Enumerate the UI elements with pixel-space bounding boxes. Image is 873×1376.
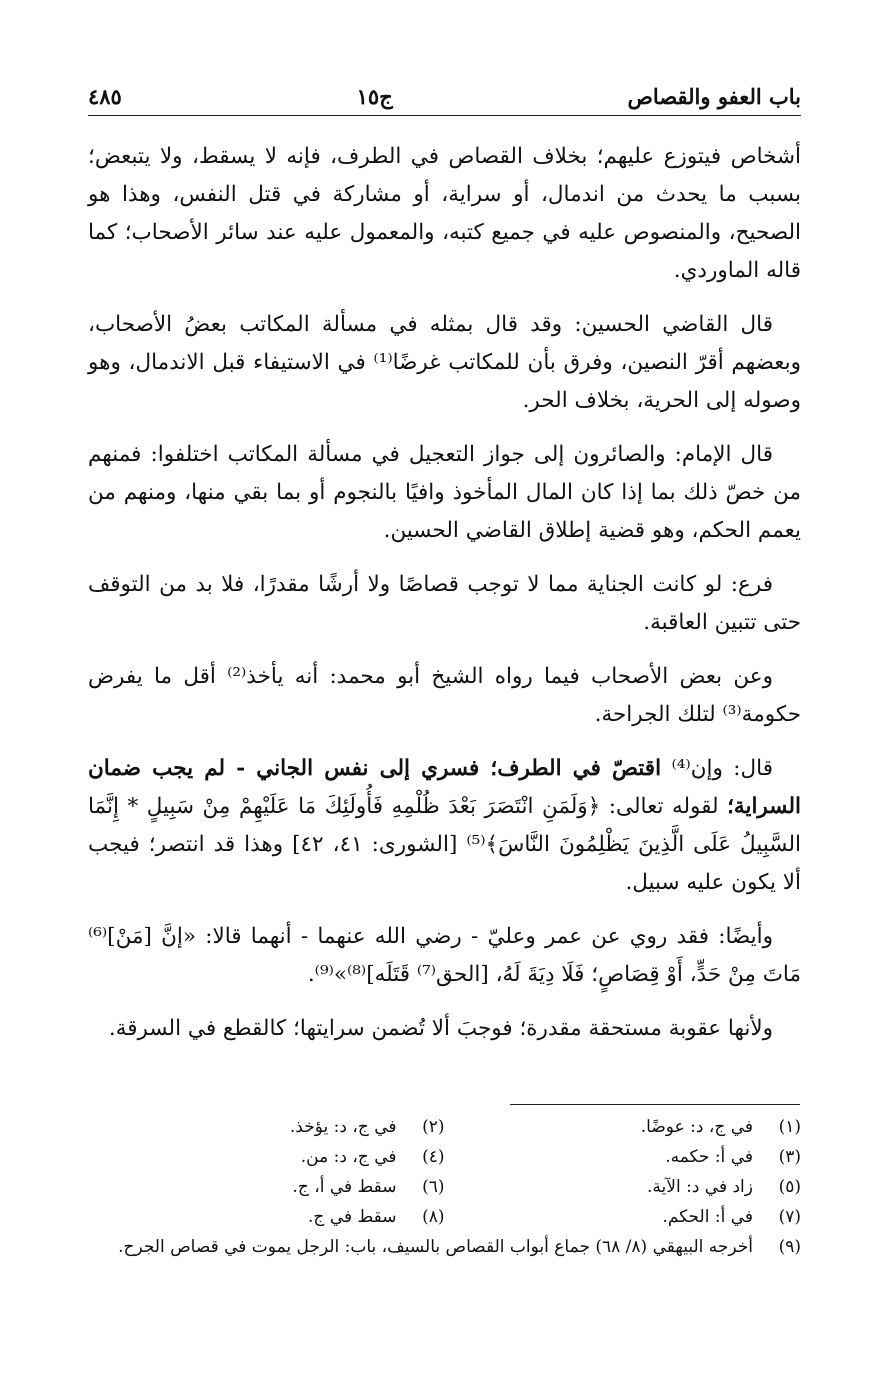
footnote-text: في ج، د: يؤخذ. xyxy=(289,1117,397,1137)
footnote xyxy=(88,1172,445,1202)
footnote-number: (٦) xyxy=(422,1177,445,1197)
footnote-number: (٣) xyxy=(778,1147,801,1167)
footnote xyxy=(88,1232,801,1262)
footnote-number: (٥) xyxy=(778,1177,801,1197)
footnote-text: أخرجه البيهقي (٨/ ٦٨) جماع أبواب القصاص بالسيف، باب: الرجل يموت في قصاص الجرح. xyxy=(118,1237,753,1257)
paragraph: وعن بعض الأصحاب فيما رواه الشيخ أبو محمد: أنه يأخذ⁽²⁾ أقل ما يفرض حكومة⁽³⁾ لتلك الجراحة. xyxy=(88,664,801,727)
paragraph: قال الإمام: والصائرون إلى جواز التعجيل في مسألة المكاتب اختلفوا: فمنهم من خصّ ذلك بما إذا كان المال المأخوذ وافيًا بالنجوم أو بما بقي منها، ومنهم من يعمم الحكم، وهو قضية إطلاق القاضي الحسين. xyxy=(88,442,801,543)
paragraph: فرع: لو كانت الجناية مما لا توجب قصاصًا ولا أرشًا مقدرًا، فلا بد من التوقف حتى تتبين العاقبة. xyxy=(88,572,801,635)
paragraph: قال القاضي الحسين: وقد قال بمثله في مسألة المكاتب بعضُ الأصحاب، وبعضهم أقرّ النصين، وفرق بأن للمكاتب غرضًا⁽¹⁾ في الاستيفاء قبل الاندمال، وهو وصوله إلى الحرية، بخلاف الحر. xyxy=(88,312,802,413)
footnote xyxy=(88,1202,445,1232)
footnote-number: (١) xyxy=(778,1117,801,1137)
chapter-title: باب العفو والقصاص xyxy=(627,83,801,109)
header-rule xyxy=(88,115,801,116)
footnote xyxy=(88,1142,445,1172)
footnote-number: (٨) xyxy=(422,1207,445,1227)
footnote-text: في ج، د: عوضًا. xyxy=(640,1117,753,1137)
paragraph: أشخاص فيتوزع عليهم؛ بخلاف القصاص في الطرف، فإنه لا يسقط، ولا يتبعض؛ بسبب ما يحدث من اندمال، أو سراية، أو مشاركة في قتل النفس، وهذا هو الصحيح، والمنصوص عليه في جميع كتبه، والمعمول عليه عند سائر الأصحاب؛ كما قاله الماوردي. xyxy=(88,144,801,283)
footnote-text: سقط في ج. xyxy=(308,1207,397,1227)
ruling-rest: لقوله تعالى: ﴿وَلَمَنِ انْتَصَرَ بَعْدَ ظُلْمِهِ فَأُولَئِكَ مَا عَلَيْهِمْ مِنْ سَبِيلٍ * إِنَّمَا السَّبِيلُ عَلَى الَّذِينَ يَظْلِمُونَ النَّاسَ﴾⁽⁵⁾ [الشورى: ٤١، ٤٢] وهذا قد انتصر؛ فيجب ألا يكون عليه سبيل. xyxy=(88,794,802,895)
footnotes xyxy=(88,1112,801,1262)
footnote-number: (٩) xyxy=(778,1237,801,1257)
footnote xyxy=(445,1142,802,1172)
footnote-row xyxy=(88,1142,801,1172)
page-number: ٤٨٥ xyxy=(88,83,122,109)
footnote xyxy=(88,1112,445,1142)
footnote-number: (٧) xyxy=(778,1207,801,1227)
footnote xyxy=(445,1202,802,1232)
footnote xyxy=(445,1172,802,1202)
ruling-bold-text: اقتصّ في الطرف؛ فسري إلى نفس الجاني - لم يجب ضمان السراية؛ xyxy=(88,756,801,819)
main-text xyxy=(88,138,801,1064)
footnote-text: في أ: الحكم. xyxy=(662,1207,753,1227)
ruling-lead: قال: وإن⁽⁴⁾ xyxy=(671,756,774,781)
footnote-row xyxy=(88,1202,801,1232)
footnote-row xyxy=(88,1112,801,1142)
footnote-rule xyxy=(510,1104,800,1105)
footnote-number: (٢) xyxy=(422,1117,445,1137)
footnote-row xyxy=(88,1172,801,1202)
footnote xyxy=(445,1112,802,1142)
footnote-text: في ج، د: من. xyxy=(300,1147,397,1167)
footnote-text: سقط في أ، ج. xyxy=(292,1177,397,1197)
paragraph: وأيضًا: فقد روي عن عمر وعليّ - رضي الله عنهما - أنهما قالا: «إنَّ [مَنْ]⁽⁶⁾ مَاتَ مِنْ حَدٍّ، أَوْ قِصَاصٍ؛ فَلَا دِيَةَ لَهُ، [الحق⁽⁷⁾ قَتَلَه]⁽⁸⁾»⁽⁹⁾. xyxy=(88,924,801,987)
ruling-paragraph xyxy=(88,750,801,902)
footnote-text: في أ: حكمه. xyxy=(665,1147,753,1167)
page-header xyxy=(88,76,801,116)
volume-number: ج١٥ xyxy=(356,83,393,109)
footnote-number: (٤) xyxy=(422,1147,445,1167)
paragraph: ولأنها عقوبة مستحقة مقدرة؛ فوجبَ ألا تُضمن سرايتها؛ كالقطع في السرقة. xyxy=(108,1016,773,1041)
footnote-text: زاد في د: الآية. xyxy=(647,1177,753,1197)
